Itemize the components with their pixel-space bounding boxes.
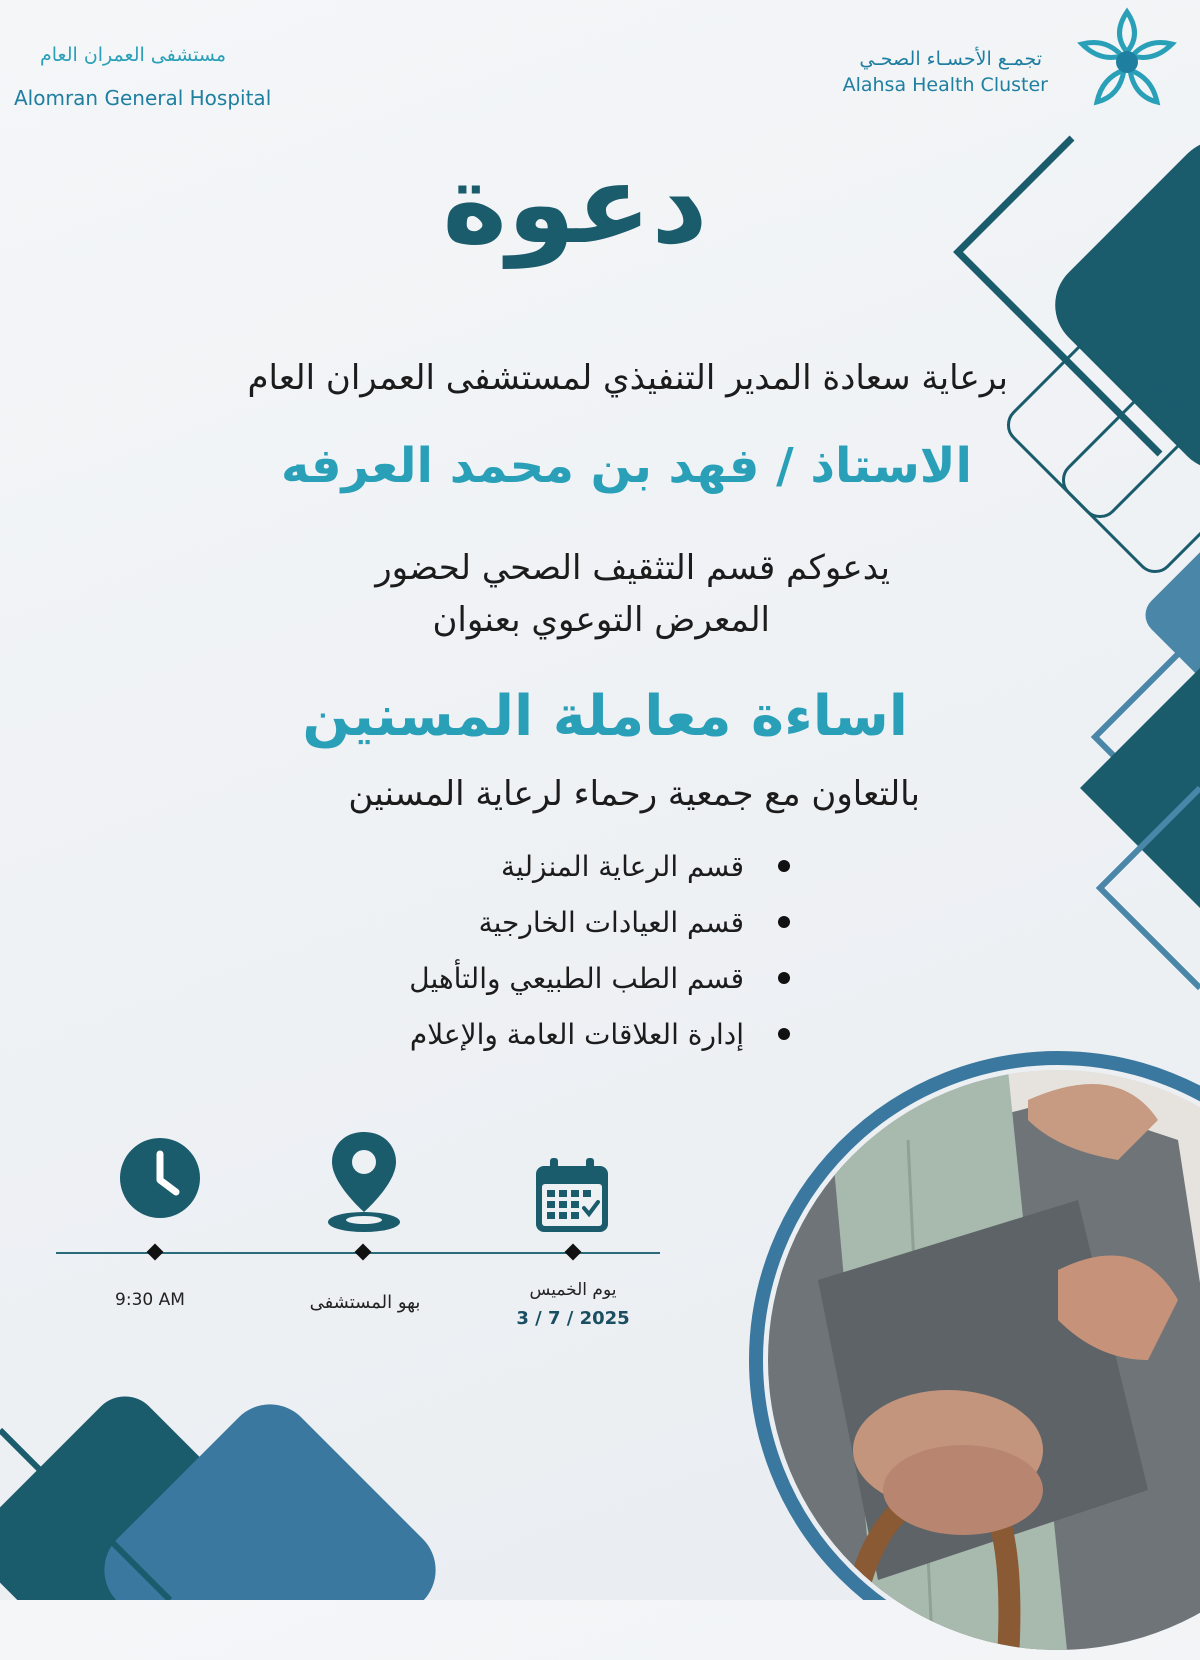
- department-list: [230, 838, 790, 1062]
- invitation-line-1: يدعوكم قسم التثقيف الصحي لحضور: [375, 548, 890, 588]
- hospital-name-arabic: مستشفى العمران العام: [40, 44, 227, 66]
- cluster-name-arabic: تجمـع الأحسـاء الصحـي: [859, 48, 1042, 70]
- event-location: بهو المستشفى: [309, 1292, 421, 1313]
- patronage-line: برعاية سعادة المدير التنفيذي لمستشفى العمران العام: [247, 358, 1008, 398]
- list-item: [230, 1006, 790, 1062]
- event-day: يوم الخميس: [529, 1280, 617, 1300]
- bullet-icon: [778, 916, 790, 928]
- collaboration-line: بالتعاون مع جمعية رحماء لرعاية المسنين: [348, 774, 920, 814]
- bullet-icon: [778, 860, 790, 872]
- list-item: [230, 838, 790, 894]
- list-item: [230, 950, 790, 1006]
- cluster-name-english: Alahsa Health Cluster: [842, 74, 1048, 96]
- bullet-icon: [778, 1028, 790, 1040]
- honoree-name: الاستاذ / فهد بن محمد العرفه: [281, 438, 972, 494]
- event-time: 9:30 AM: [115, 1290, 185, 1310]
- clock-icon: [118, 1136, 202, 1220]
- exhibition-title: اساءة معاملة المسنين: [302, 684, 908, 749]
- location-pin-icon: [326, 1128, 402, 1236]
- health-cluster-logo: [1072, 4, 1182, 114]
- list-item: [230, 894, 790, 950]
- hospital-name-english: Alomran General Hospital: [14, 86, 272, 110]
- department-label: قسم الرعاية المنزلية: [501, 849, 744, 883]
- page-title: دعوة: [442, 140, 708, 268]
- elderly-care-photo: [758, 1060, 1200, 1660]
- calendar-icon: [532, 1156, 612, 1236]
- invitation-line-2: المعرض التوعوي بعنوان: [432, 600, 770, 640]
- department-label: قسم الطب الطبيعي والتأهيل: [409, 961, 744, 995]
- bullet-icon: [778, 972, 790, 984]
- department-label: قسم العيادات الخارجية: [478, 905, 744, 939]
- department-label: إدارة العلاقات العامة والإعلام: [409, 1017, 744, 1051]
- event-date: 3 / 7 / 2025: [516, 1308, 630, 1329]
